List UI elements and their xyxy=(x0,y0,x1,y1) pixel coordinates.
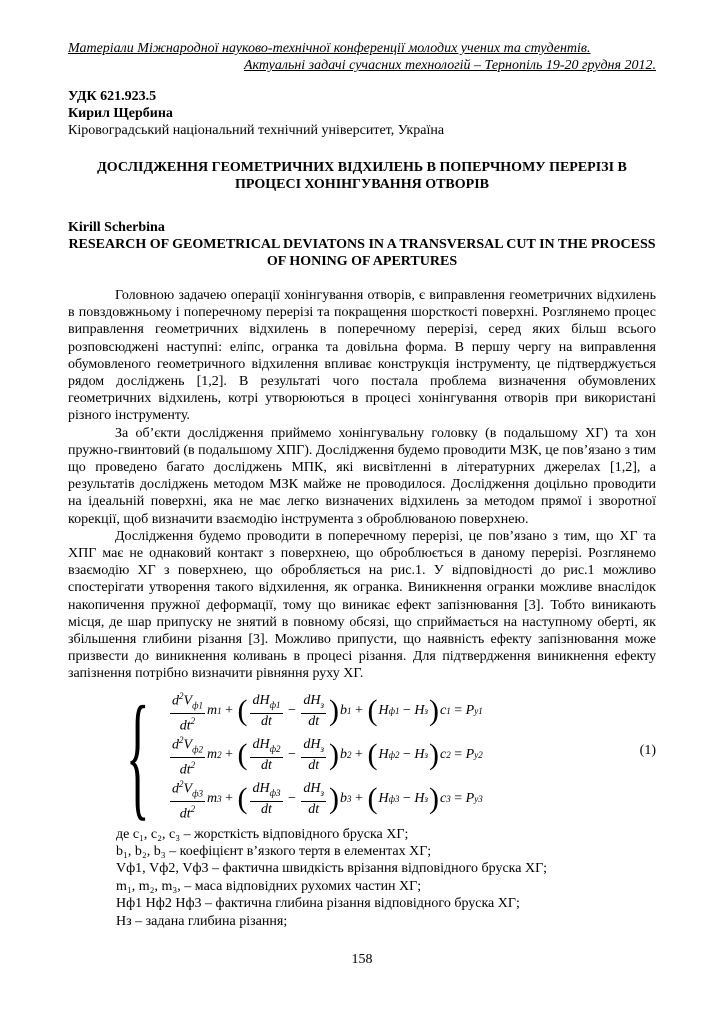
page-number: 158 xyxy=(351,952,373,967)
author-en: Kirill Scherbina xyxy=(68,220,165,235)
udk-code: УДК 621.923.5 xyxy=(68,89,157,104)
equation-row: $\frac{d^2V_{ф1}}{dt^2}$ m 1 + ( $\frac{dH_{ф1}}{dt}$ − $\frac{dH_з}{dt}$ ) b 1 + ( H ф1 − H з ) c 1 = P у1 xyxy=(172,690,483,734)
definition-line: m₁, m₂, m₃, – маса відповідних рухомих частин ХГ; xyxy=(116,878,422,894)
paper-page xyxy=(68,40,656,930)
paragraph-2: За об’єкти дослідження приймемо хонінгувальну головку (в подальшому ХГ) та хон пружно-гвинтовий (в подальшому ХПГ). Дослідження будемо проводити МЗК, це пов’язано з тим що проведено багато досліджень МПК, які висвітленні в літературних джерелах [1,2], а результатів досліджень методом МЗК майже не проводилося. Дослідження доцільно проводити на ідеальній поверхні, яка не має легко визначених відхилень за методом прямої і зворотної корекції, щоб визначити взаємодію інструмента з оброблюваною поверхнею. xyxy=(68,425,656,527)
definition-line: Hф1 Hф2 Hф3 – фактична глибина різання відповідного бруска ХГ; xyxy=(116,896,520,912)
equation-row: $\frac{d^2V_{ф2}}{dt^2}$ m 2 + ( $\frac{dH_{ф2}}{dt}$ − $\frac{dH_з}{dt}$ ) b 2 + ( H ф2 − H з ) c 2 = P у2 xyxy=(172,734,483,778)
paragraph-1: Головною задачею операції хонінгування отворів, є виправлення геометричних відхилень в повздовжньому і поперечному перерізі та покращення шорсткості поверхні. Розглянемо процес виправлення геометричних відхилень в поперечному перерізі, серед яких більш всього розповсюджені наступні: еліпс, огранка та довільна форма. В першу чергу на виправлення обумовленого геометричного відхилення впливає конструкція інструменту, це підтверджується рядом досліджень [1,2]. В результаті чого постала проблема визначення обумовлених геометричних відхилень, котрі утворюються в процесі хонінгування отворів при використані різного інструменту. xyxy=(68,288,656,424)
definition-line: Hз – задана глибина різання; xyxy=(116,913,288,929)
title-en: RESEARCH OF GEOMETRICAL DEVIATONS IN A TRANSVERSAL CUT IN THE PROCESS OF HONING OF APERTURES xyxy=(68,237,656,269)
definitions-list xyxy=(116,826,656,930)
conference-header-line2: Актуальні задачі сучасних технологій – Тернопіль 19-20 грудня 2012. xyxy=(243,58,656,73)
equation-system xyxy=(68,677,656,833)
author-ua: Кирил Щербина xyxy=(68,106,173,121)
title-ua: ДОСЛІДЖЕННЯ ГЕОМЕТРИЧНИХ ВІДХИЛЕНЬ В ПОПЕРЧНОМУ ПЕРЕРІЗІ В ПРОЦЕСІ ХОНІНГУВАННЯ ОТВОРІВ xyxy=(97,160,627,192)
definition-line: b₁, b₂, b₃ – коефіцієнт в’язкого тертя в елементах ХГ; xyxy=(116,844,432,860)
conference-header-line1: Матеріали Міжнародної науково-технічної конференції молодих учених та студентів. xyxy=(68,41,591,56)
equation-brace: { xyxy=(126,677,150,833)
equation-number: (1) xyxy=(639,742,656,758)
paragraph-3: Дослідження будемо проводити в поперечному перерізі, це пов’язано з тим, що ХГ та ХПГ має не однаковий контакт з поверхнею, що оброблюється в даному перерізі. Розглянемо взаємодію ХГ з поверхнею, що обробляється на рис.1. У відповідності до рис.1 можливо спостерігати утворення такого відхилення, як огранка. Виникнення огранки можливе внаслідок накопичення пружної деформації, тому що виникає ефект запізнювання [3]. Тобто виникають місця, де шар припуску не знятий в повному обсязі, що сприймається на наступному оберті, як збільшення глибини різання [3]. Можливо припусти, що наявність ефекту запізнювання може призвести до виникнення коливань в процесі різання. Для підтвердження виникнення ефекту запізнення потрібно визначити рівняння руху ХГ. xyxy=(68,528,656,682)
equation-row: $\frac{d^2V_{ф3}}{dt^2}$ m 3 + ( $\frac{dH_{ф3}}{dt}$ − $\frac{dH_з}{dt}$ ) b 3 + ( H ф3 − H з ) c 3 = P у3 xyxy=(172,778,483,822)
definition-line: Vф1, Vф2, Vф3 – фактична швидкість врізання відповідного бруска ХГ; xyxy=(116,861,548,877)
definition-line: де c₁, c₂, c₃ – жорсткість відповідного бруска ХГ; xyxy=(116,826,409,842)
affiliation: Кіровоградський національний технічний університет, Україна xyxy=(68,123,445,138)
